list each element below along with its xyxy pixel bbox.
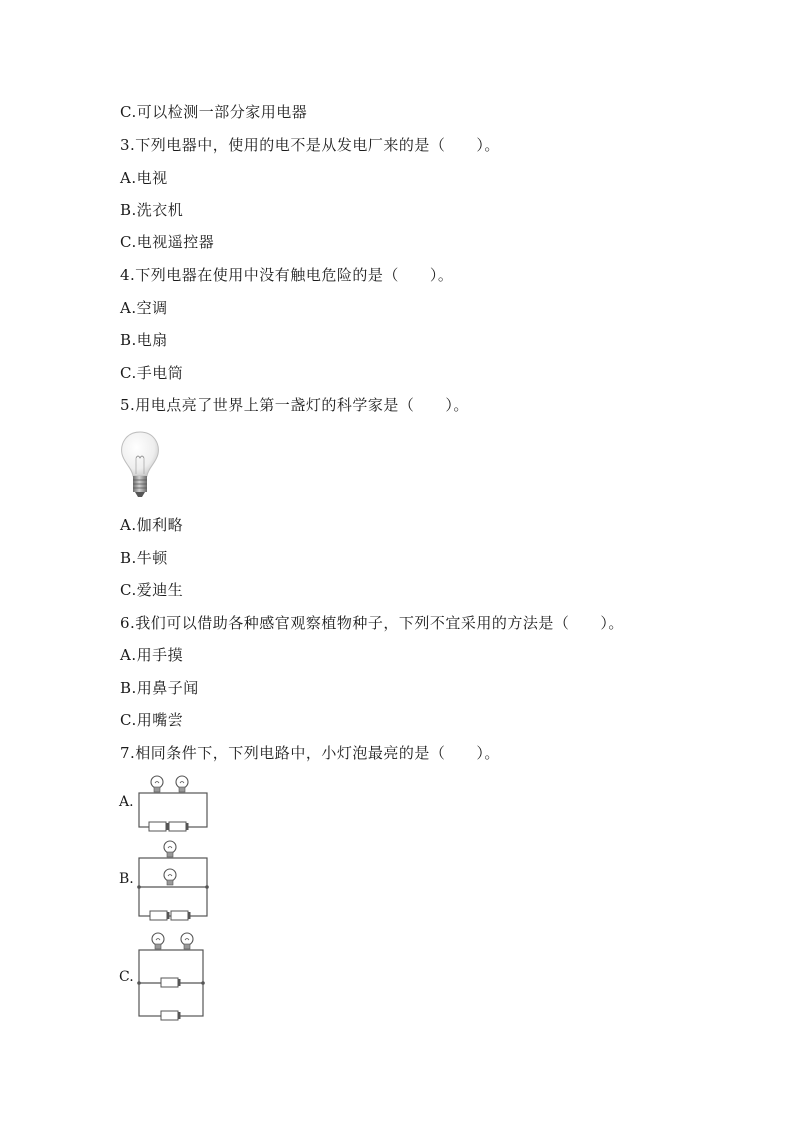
circuit-a-diagram [136,768,210,832]
q3-option-c: C.电视遥控器 [120,233,215,251]
circuit-c-diagram [136,928,210,1022]
q7-option-b-label: B. [119,871,134,887]
q3-option-a: A.电视 [120,169,168,187]
q4-option-c: C.手电筒 [120,364,184,382]
bulb-icon [151,776,163,792]
q4-option-b: B.电扇 [120,331,168,349]
q5-option-a: A.伽利略 [120,516,184,534]
circuit-b-diagram [136,838,210,922]
bulb-icon [164,869,176,885]
q6-option-a: A.用手摸 [120,646,184,664]
question-6: 6.我们可以借助各种感官观察植物种子，下列不宜采用的方法是（ ）。 [120,614,624,632]
q5-option-c: C.爱迪生 [120,581,184,599]
question-4: 4.下列电器在使用中没有触电危险的是（ ）。 [120,266,454,284]
question-3: 3.下列电器中，使用的电不是从发电厂来的是（ ）。 [120,136,500,154]
q2-option-c: C.可以检测一部分家用电器 [120,103,308,121]
q6-option-b: B.用鼻子闻 [120,679,199,697]
question-7: 7.相同条件下，下列电路中，小灯泡最亮的是（ ）。 [120,744,500,762]
question-5: 5.用电点亮了世界上第一盏灯的科学家是（ ）。 [120,396,469,414]
bulb-icon [164,841,176,857]
bulb-icon [176,776,188,792]
q3-option-b: B.洗衣机 [120,201,184,219]
q5-option-b: B.牛顿 [120,549,168,567]
q7-option-c-label: C. [119,969,134,985]
q7-option-a-label: A. [119,794,134,810]
bulb-icon [181,933,193,949]
q4-option-a: A.空调 [120,299,168,317]
light-bulb-icon [118,430,162,502]
q6-option-c: C.用嘴尝 [120,711,184,729]
bulb-icon [152,933,164,949]
